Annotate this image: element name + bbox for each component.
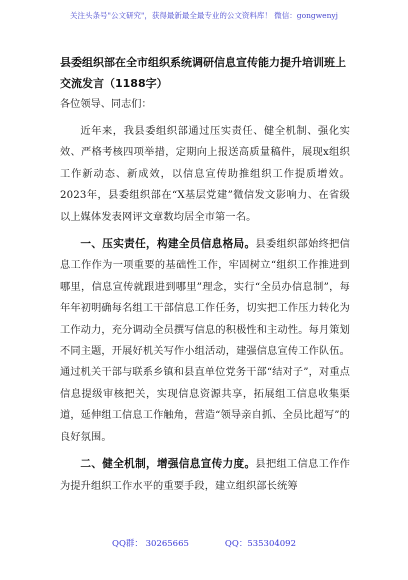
promo-banner: 关注头条号"公文研究"，获得最新最全最专业的公文资料库！ 微信：gongwenyj <box>70 11 338 20</box>
qq-number: QQ：535304092 <box>224 539 296 549</box>
section-2-paragraph <box>60 454 350 497</box>
section-1-paragraph <box>60 234 350 448</box>
section-2-heading: 二、健全机制，增强信息宣传力度。 <box>80 458 256 471</box>
section-1-body: 县委组织部始终把信息工作作为一项重要的基础性工作，牢固树立“组织工作推进到哪里，信息宣传就跟进到哪里”理念，实行“全员办信息制”，每年年初明确每名组工干部信息工作任务，切实把工作压力转化为工作动力，充分调动全员撰写信息的积极性和主动性。每月策划不同主题，开展好机关写作小组活动，建强信息宣传工作队伍。通过机关干部与联系乡镇和县直单位党务干部“结对子”，对重点信息提级审核把关，实现信息资源共享，拓展组工信息收集渠道，延伸组工信息工作触角，营造“领导亲自抓、全员比超写”的良好氛围。 <box>60 239 350 443</box>
contact-footer <box>0 537 408 551</box>
document-title: 县委组织部在全市组织系统调研信息宣传能力提升培训班上交流发言（1188字） <box>60 56 346 90</box>
salutation: 各位领导、同志们： <box>60 99 152 110</box>
qq-group-number: QQ群： 30265665 <box>111 539 189 549</box>
intro-paragraph: 近年来，我县委组织部通过压实责任、健全机制、强化实效、严格考核四项举措，定期向上报送高质量稿件，展现x组织工作新动态、新成效，以信息宣传助推组织工作提质增效。2023年，县委组织部在“X基层党建”微信发文影响力、在省级以上媒体发表网评文章数均居全市第一名。 <box>60 126 350 223</box>
section-1-heading: 一、压实责任，构建全员信息格局。 <box>80 238 256 251</box>
section-2-body: 县把组工信息工作作为提升组织工作水平的重要手段，建立组织部长统筹 <box>60 459 350 492</box>
document-body <box>60 52 350 497</box>
